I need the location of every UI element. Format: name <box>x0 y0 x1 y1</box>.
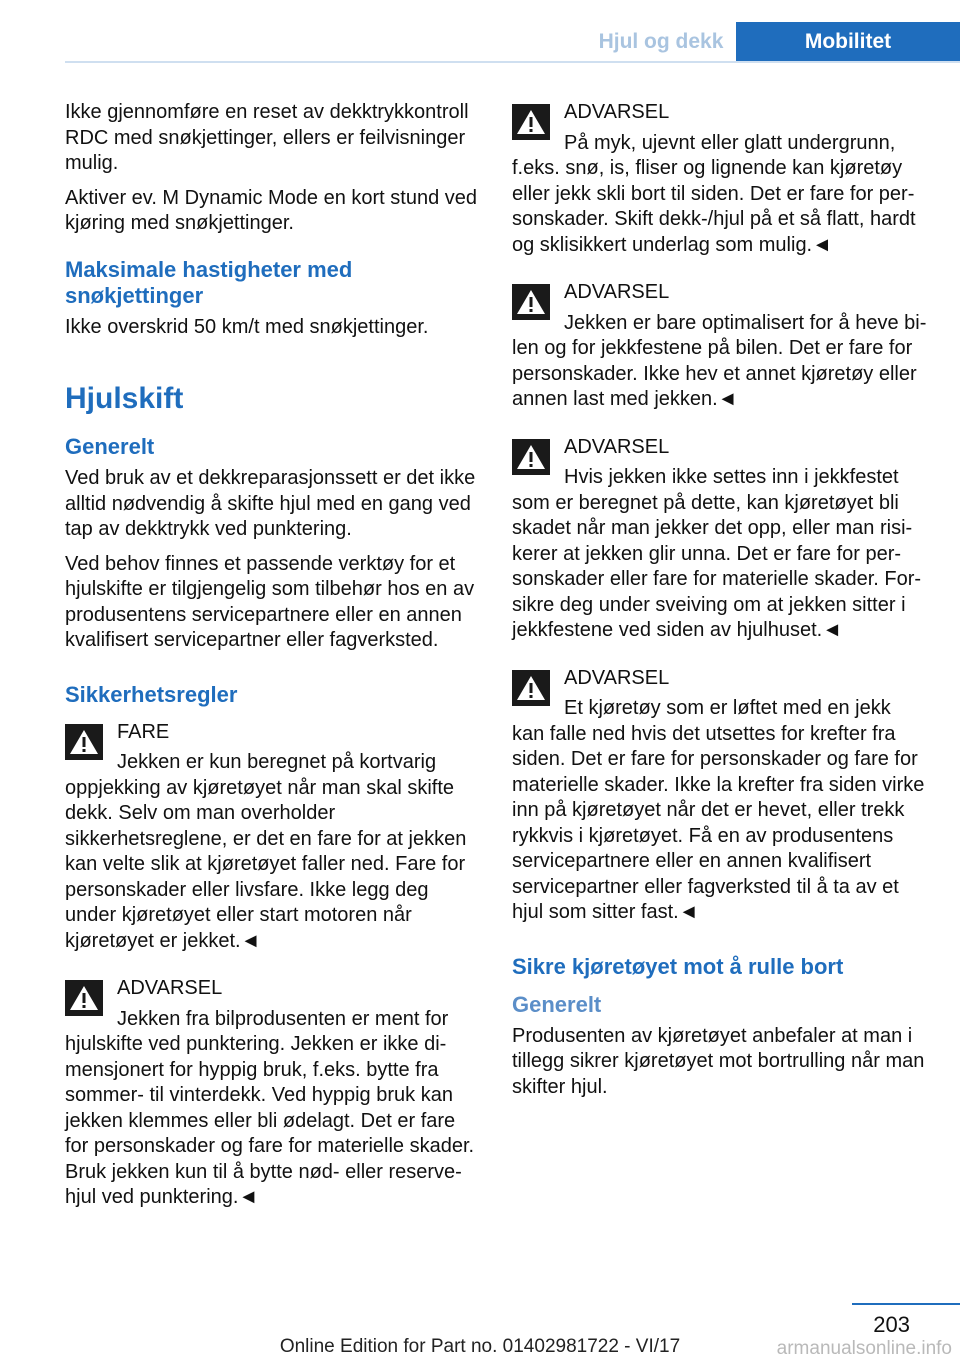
warning-text: Jekken fra bilprodusenten er ment for hjulskifte ved punktering. Jekken er ikke dimensjonert for hyppig bruk, f.eks. bytte fra sommer- til vinterdekk. Ved hyppig bruk kan jekken klemmes eller bli ødelagt. Det er fare for personskader og fare for materielle skader. Bruk jekken kun til å bytte nød- eller reservehjul ved punktering.◄ <box>65 1007 475 1208</box>
warning-block-jekkfester <box>512 280 928 413</box>
header-divider <box>65 61 960 63</box>
footer-divider <box>852 1303 960 1305</box>
paragraph-bortrulling: Produsenten av kjøretøyet anbefaler at man i tillegg sikrer kjøretøyet mot bortrulling når man skifter hjul. <box>512 1024 925 1098</box>
paragraph-m-dynamic: Aktiver ev. M Dynamic Mode en kort stund ved kjøring med snøkjettinger. <box>65 186 478 234</box>
warning-text: På myk, ujevnt eller glatt undergrunn, f.eks. snø, is, fliser og lignende kan kjøretøy eller jekk skli bort til siden. Det er fare for personskader. Skift dekk-/hjul på et så flatt, hardt og sklisikkert underlag som mulig.◄ <box>512 131 916 256</box>
warning-title: ADVARSEL <box>117 977 223 999</box>
heading-sikkerhetsregler: Sikkerhetsregler <box>65 681 238 707</box>
heading-hjulskift: Hjulskift <box>65 382 184 415</box>
warning-text: Et kjøretøy som er løftet med en jekk kan falle ned hvis det utsettes for krefter fra siden. Det er fare for personskader og fare for materielle skader. Ikke la krefter fra siden virke inn på kjøretøyet når det er hevet, eller trekk rykkvis i kjøretøyet. Få en av produsentens servicepartnere eller en annen kvalifisert servicepartner eller fagverksted til å ta av et hjul som sitter fast.◄ <box>512 697 925 923</box>
edition-note: Online Edition for Part no. 01402981722 - VI/17 <box>279 1336 681 1357</box>
warning-triangle-icon <box>65 724 103 760</box>
warning-title: ADVARSEL <box>564 101 670 123</box>
warning-triangle-icon <box>512 284 550 320</box>
heading-generelt-2: Generelt <box>512 991 602 1017</box>
warning-text: Hvis jekken ikke settes inn i jekkfestet som er beregnet på dette, kan kjøretøyet bli skadet når man jekker det opp, eller man risikerer at jekken glir unna. Det er fare for personskader eller fare for materielle skader. Forsikre deg under sveiving om at jekken sitter i jekkfestene ved siden av hjulhuset.◄ <box>512 466 922 641</box>
warning-block-fare <box>65 720 481 955</box>
warning-triangle-icon <box>512 104 550 140</box>
heading-generelt: Generelt <box>65 434 155 459</box>
warning-title: ADVARSEL <box>564 666 670 689</box>
warning-triangle-icon <box>65 980 103 1016</box>
right-column <box>512 100 928 1109</box>
page-header <box>0 0 960 64</box>
warning-block-sidekrefter <box>512 666 928 926</box>
warning-text: Jekken er kun beregnet på kortvarig oppjekking av kjøretøyet når man skal skifte dekk. Selv om man overholder sikkerhetsreglene, er det en fare for at jekken kan velte slik at kjøretøyet faller ned. Fare for personskader eller livsfare. Ikke legg deg under kjøretøyet eller start motoren når kjøretøyet er jekket.◄ <box>65 751 467 952</box>
section-tab-mobilitet[interactable]: Mobilitet <box>736 22 960 62</box>
warning-title: ADVARSEL <box>564 281 670 303</box>
warning-text: Jekken er bare optimalisert for å heve bilen og for jekkfestene på bilen. Det er fare for personskader. Ikke hev et annet kjøretøy eller annen last med jekken.◄ <box>512 311 927 410</box>
section-tab-hjul-og-dekk[interactable]: Hjul og dekk <box>586 22 736 62</box>
warning-block-underlag <box>512 100 928 258</box>
heading-max-speed: Maksimale hastigheter med snøkjettinger <box>65 256 353 308</box>
warning-triangle-icon <box>512 670 550 706</box>
warning-title: FARE <box>117 720 170 743</box>
paragraph-tools: Ved behov finnes et passende verktøy for et hjulskifte er tilgjengelig som tilbehør hos en av produsentens servicepartnere eller en annen kvalifisert servicepartner eller fagverksted. <box>65 552 475 651</box>
paragraph-speed-limit: Ikke overskrid 50 km/t med snøkjettinger. <box>65 315 429 338</box>
left-column <box>65 100 481 1233</box>
heading-sikre-kjoretoy: Sikre kjøretøyet mot å rulle bort <box>512 953 844 979</box>
warning-block-jekk-dimensjon <box>65 976 481 1211</box>
paragraph-repair-kit: Ved bruk av et dekkreparasjonssett er det ikke alltid nødvendig å skifte hjul med en gang ved tap av dekktrykk ved punktering. <box>65 467 476 540</box>
warning-title: ADVARSEL <box>564 435 670 458</box>
warning-block-jekkfeste-plassering <box>512 435 928 644</box>
page-number: 203 <box>873 1312 910 1337</box>
paragraph-rdc-reset: Ikke gjennomføre en reset av dekktrykkontroll RDC med snøkjettinger, ellers er feilvisninger mulig. <box>65 101 469 174</box>
watermark: armanualsonline.info <box>776 1338 952 1359</box>
warning-triangle-icon <box>512 439 550 475</box>
